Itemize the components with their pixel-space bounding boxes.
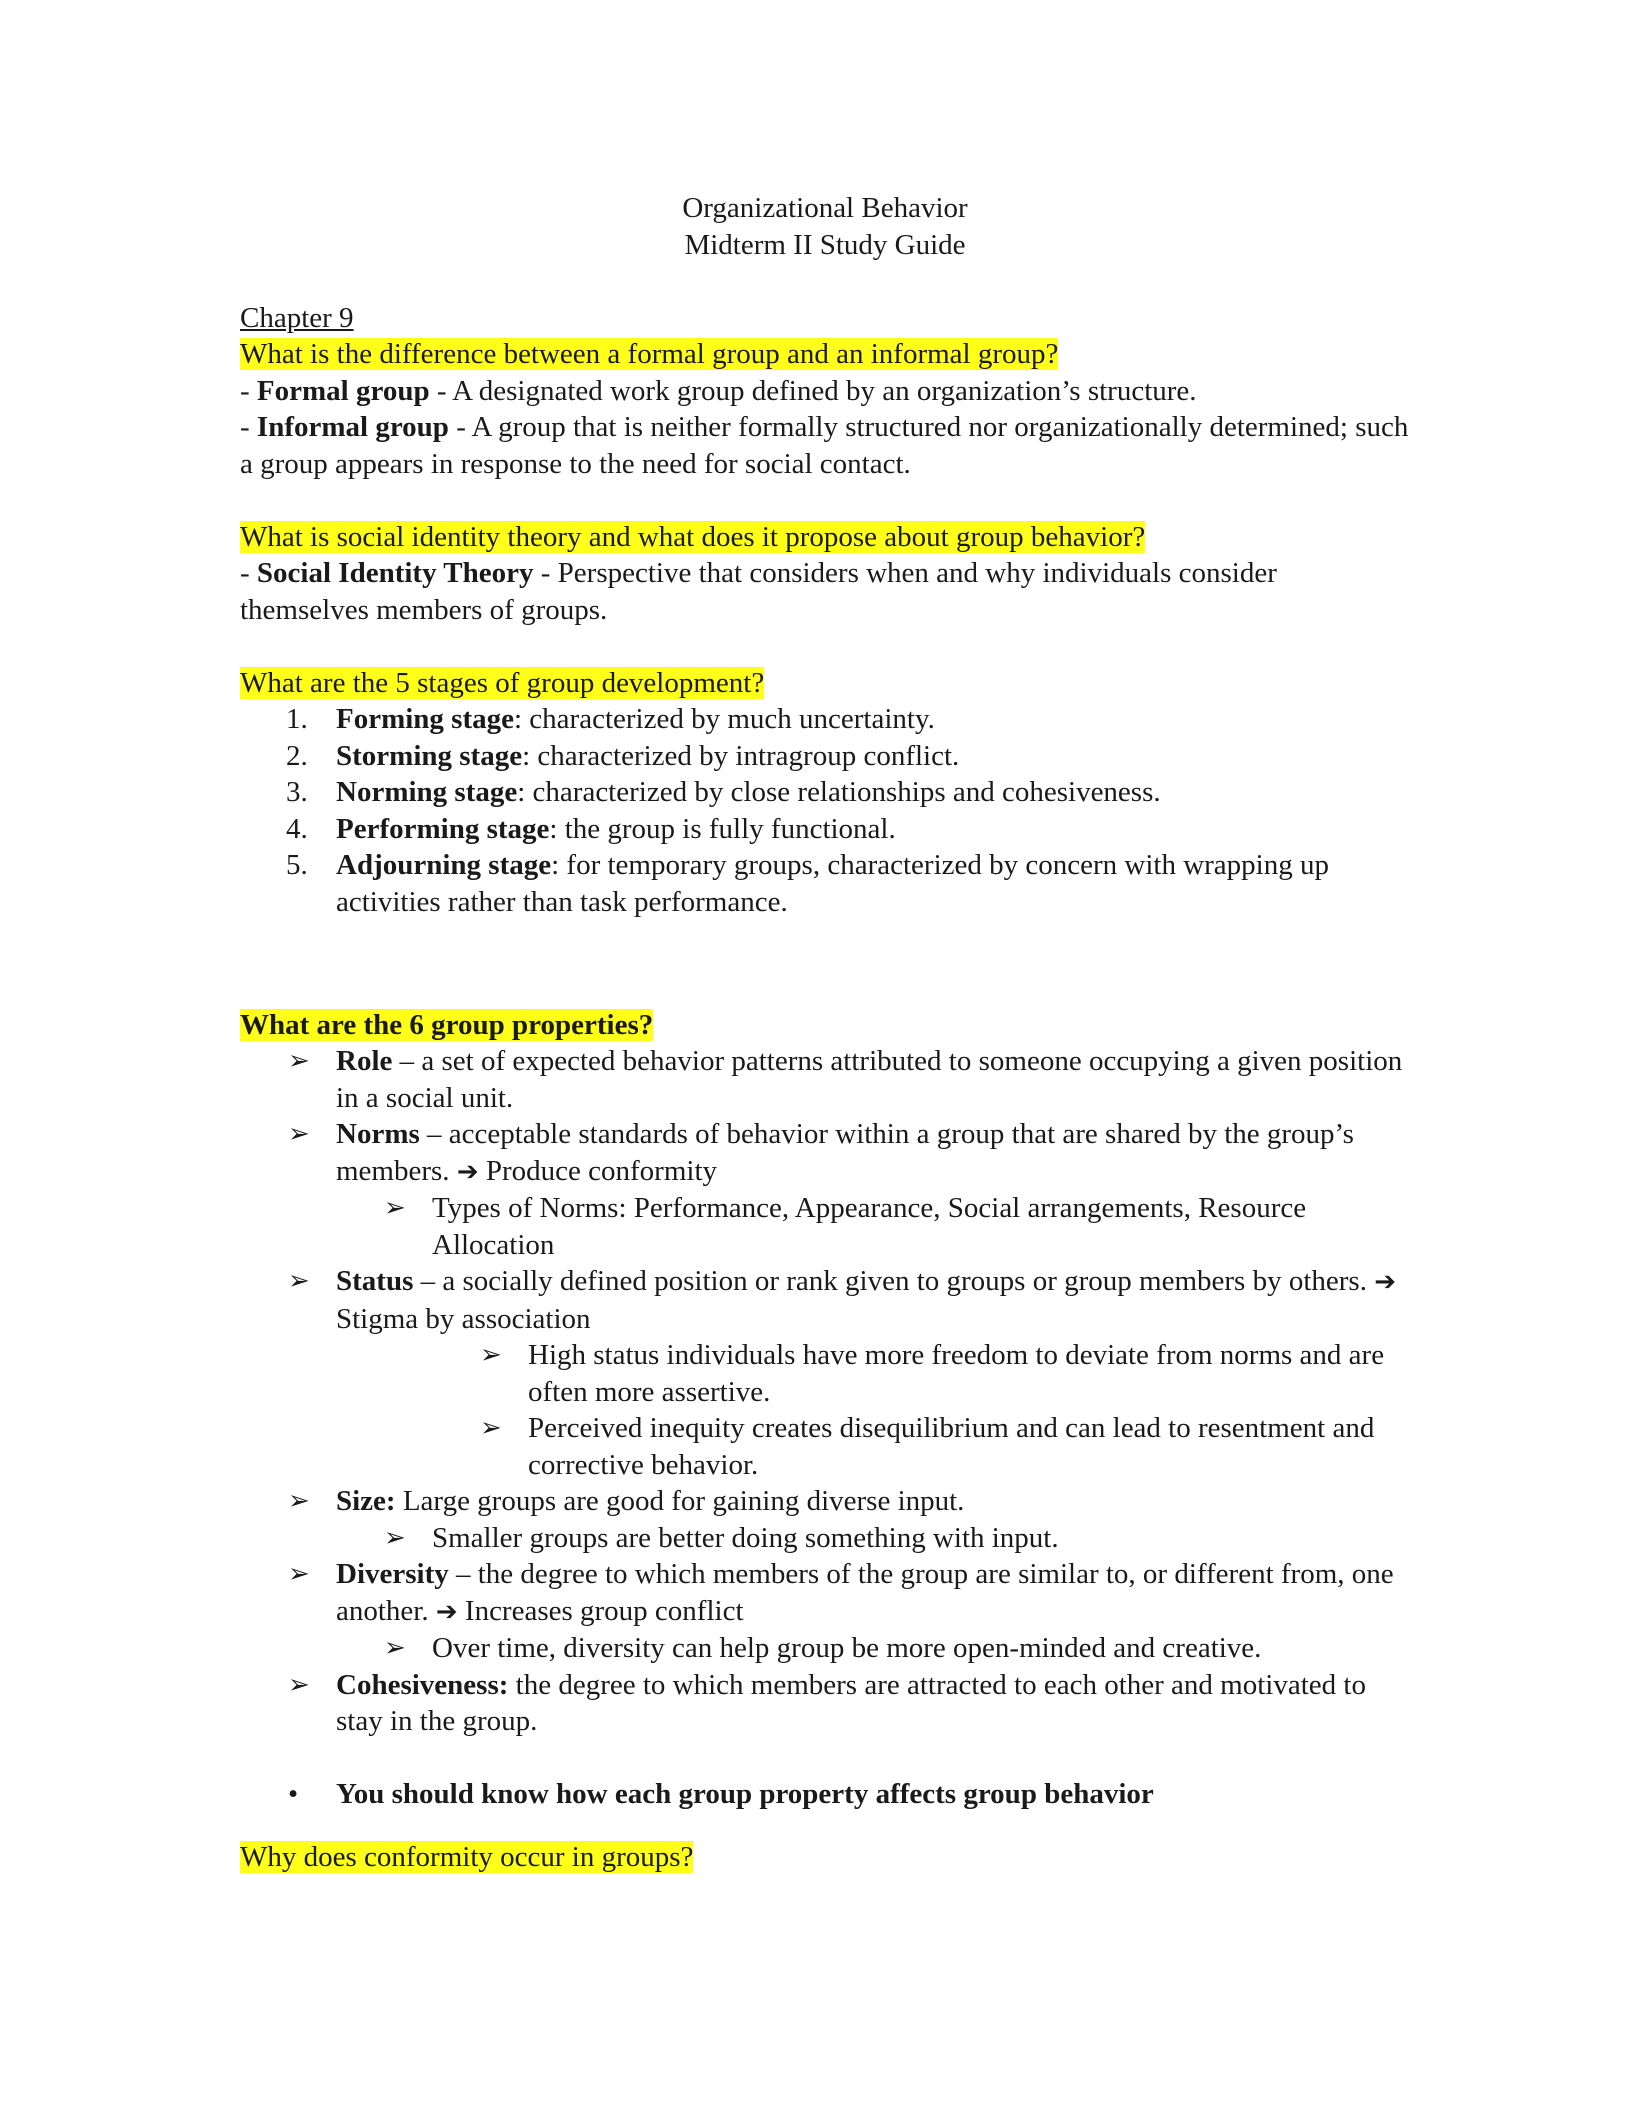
arrow-bullet-icon: ➢ (384, 1522, 406, 1553)
stage-term: Norming stage (336, 776, 518, 808)
property-result: Produce conformity (478, 1154, 717, 1187)
formal-group-def: - A designated work group defined by an organization’s structure. (429, 374, 1197, 407)
property-def: – a socially defined position or rank given to groups or group members by others. (413, 1265, 1375, 1297)
right-arrow-icon: ➔ (1374, 1267, 1396, 1297)
social-identity-def: - Perspective that considers when and why individuals consider themselves members of groups. (240, 557, 1277, 626)
list-item (240, 1190, 1410, 1263)
arrow-bullet-icon: ➢ (480, 1340, 502, 1370)
list-item (240, 1043, 1410, 1116)
chapter-heading: Chapter 9 (240, 301, 354, 334)
list-number: 4. (286, 812, 308, 845)
stage-def: : characterized by intragroup conflict. (522, 739, 960, 772)
property-term: Role (336, 1045, 393, 1077)
question-conformity: Why does conformity occur in groups? (240, 1840, 694, 1873)
list-item (240, 701, 1410, 738)
list-number: 1. (286, 703, 308, 735)
property-term: Status (336, 1265, 414, 1297)
sub-point: Types of Norms: Performance, Appearance, Social arrangements, Resource Allocation (432, 1192, 1307, 1261)
arrow-bullet-icon: ➢ (384, 1193, 406, 1223)
list-number: 3. (286, 776, 308, 808)
sub-point: High status individuals have more freedom to deviate from norms and are often more assertive. (528, 1339, 1385, 1408)
social-identity-line: - Social Identity Theory - Perspective that considers when and why individuals consider themselves members of groups. (240, 557, 1277, 626)
stage-term: Storming stage (336, 739, 523, 772)
arrow-bullet-icon: ➢ (288, 1266, 310, 1296)
sub-point: Over time, diversity can help group be more open-minded and creative. (432, 1632, 1262, 1664)
arrow-bullet-icon: ➢ (288, 1669, 310, 1700)
social-identity-term: Social Identity Theory (256, 557, 534, 589)
doc-title: Organizational Behavior (682, 192, 968, 224)
stage-term: Forming stage (336, 703, 514, 735)
arrow-bullet-icon: ➢ (288, 1119, 310, 1149)
note-item (240, 1776, 1410, 1813)
formal-group-term: Formal group (256, 374, 430, 407)
stage-term: Performing stage (336, 812, 550, 845)
property-def: Large groups are good for gaining diverse input. (395, 1485, 965, 1517)
question-formal-informal: What is the difference between a formal group and an informal group? (240, 338, 1059, 370)
informal-group-def: - A group that is neither formally structured nor organizationally determined; such a group appears in response to the need for social contact. (240, 411, 1409, 480)
informal-group-term: Informal group (256, 411, 449, 443)
informal-group-line: - Informal group - A group that is neither formally structured nor organizationally determined; such a group appears in response to the need for social contact. (240, 411, 1409, 480)
list-number: 2. (286, 739, 308, 772)
list-item (240, 1410, 1410, 1483)
right-arrow-icon: ➔ (435, 1596, 458, 1627)
property-term: Norms (336, 1118, 420, 1150)
note-text: You should know how each group property affects group behavior (336, 1778, 1154, 1810)
stage-def: : characterized by close relationships and cohesiveness. (517, 776, 1161, 808)
arrow-bullet-icon: ➢ (288, 1046, 310, 1076)
question-group-properties: What are the 6 group properties? (240, 1008, 654, 1041)
list-item (240, 738, 1410, 775)
list-item (240, 1483, 1410, 1520)
stage-def: : the group is fully functional. (549, 812, 896, 845)
list-item (240, 1116, 1410, 1190)
property-def: the degree to which members are attracted to each other and motivated to stay in the group. (336, 1668, 1366, 1737)
property-def: – a set of expected behavior patterns attributed to someone occupying a given position in a social unit. (336, 1045, 1403, 1114)
property-result: Increases group conflict (457, 1594, 744, 1627)
arrow-bullet-icon: ➢ (384, 1633, 406, 1663)
property-result: Stigma by association (336, 1302, 591, 1335)
stage-term: Adjourning stage (336, 849, 552, 881)
doc-subtitle: Midterm II Study Guide (684, 228, 966, 261)
property-term: Cohesiveness: (336, 1668, 509, 1701)
arrow-bullet-icon: ➢ (480, 1413, 502, 1443)
arrow-bullet-icon: ➢ (288, 1486, 310, 1516)
list-item (240, 1337, 1410, 1410)
stage-def: : characterized by much uncertainty. (514, 703, 935, 735)
list-item (240, 1667, 1410, 1740)
list-item (240, 1556, 1410, 1630)
arrow-bullet-icon: ➢ (288, 1559, 310, 1589)
sub-point: Smaller groups are better doing something with input. (432, 1521, 1059, 1554)
list-item (240, 847, 1410, 920)
document-page (240, 190, 1410, 1875)
sub-point: Perceived inequity creates disequilibrium and can lead to resentment and corrective behavior. (528, 1412, 1375, 1481)
list-number: 5. (286, 849, 308, 881)
question-social-identity: What is social identity theory and what does it propose about group behavior? (240, 520, 1146, 553)
dot-bullet-icon: • (288, 1778, 299, 1810)
formal-group-line: - Formal group - A designated work group defined by an organization’s structure. (240, 374, 1197, 407)
property-term: Diversity (336, 1558, 449, 1590)
property-def: – the degree to which members of the group are similar to, or different from, one another. (336, 1558, 1394, 1627)
list-item (240, 1263, 1410, 1337)
list-item (240, 774, 1410, 811)
list-item (240, 1520, 1410, 1557)
property-def: – acceptable standards of behavior within a group that are shared by the group’s members. (336, 1118, 1354, 1187)
list-item (240, 811, 1410, 848)
stage-def: : for temporary groups, characterized by concern with wrapping up activities rather than task performance. (336, 849, 1329, 918)
list-item (240, 1630, 1410, 1667)
property-term: Size: (336, 1485, 396, 1517)
right-arrow-icon: ➔ (456, 1156, 479, 1187)
question-stages: What are the 5 stages of group development? (240, 666, 765, 699)
